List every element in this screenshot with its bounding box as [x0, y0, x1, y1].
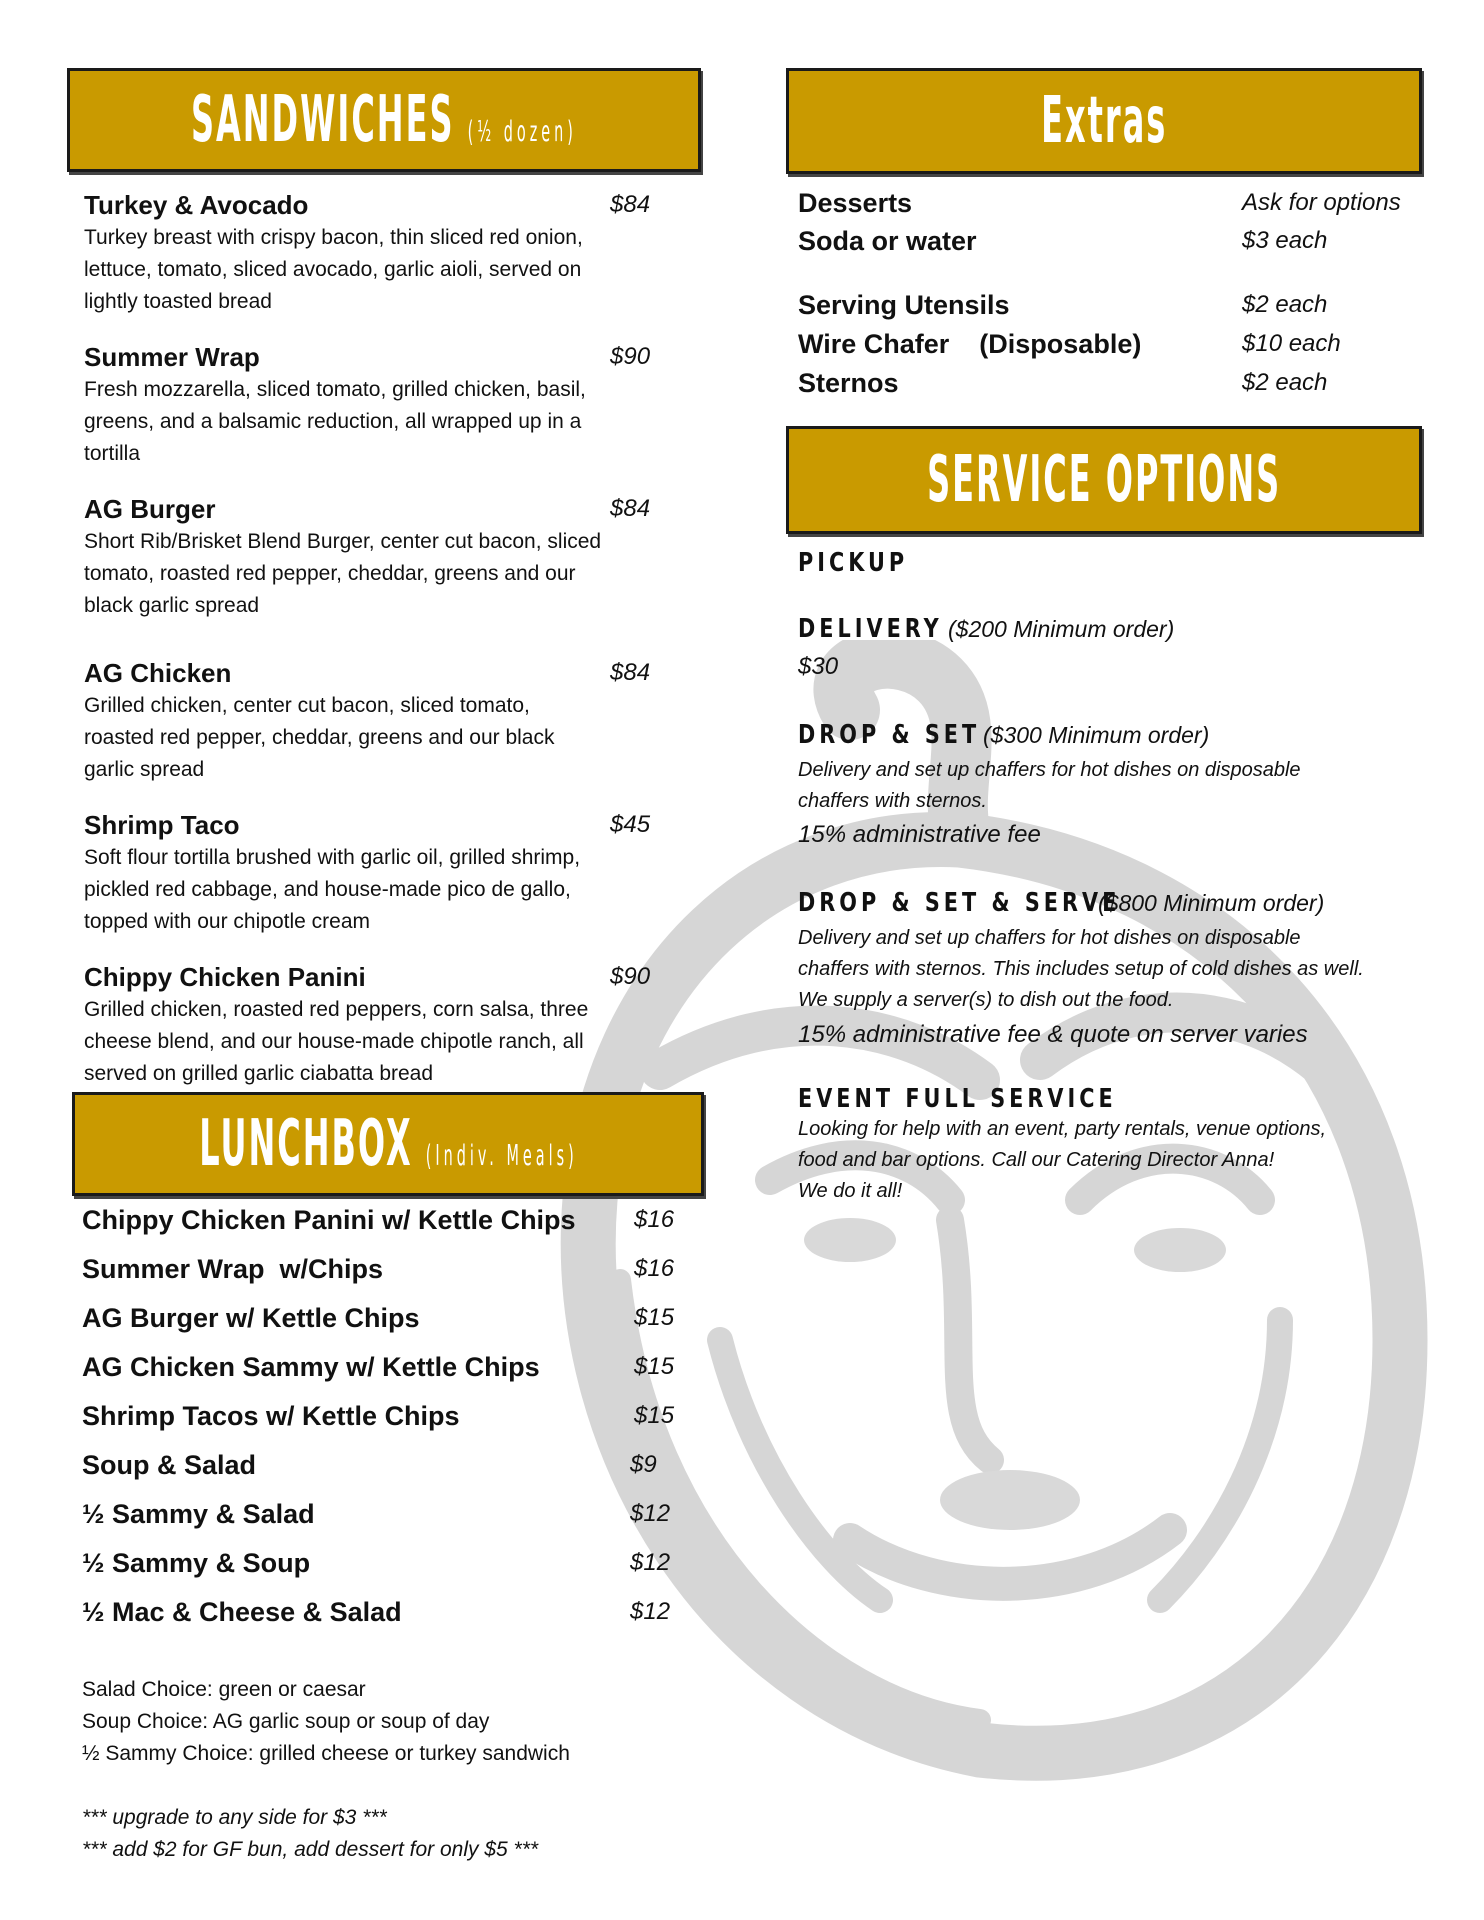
lunchbox-list [82, 1200, 702, 1640]
event-desc: We do it all! [798, 1180, 903, 1202]
pickup-title: PICKUP [798, 548, 909, 578]
lunchbox-price: $15 [634, 1304, 675, 1331]
sandwiches-title [191, 83, 577, 157]
lunchbox-name: ½ Sammy & Salad [82, 1499, 315, 1529]
sandwich-item [84, 960, 651, 1090]
extras-banner [786, 68, 1422, 174]
extras-price: $2 each [1242, 369, 1328, 396]
drop-set-fee: 15% administrative fee [798, 821, 1041, 848]
sandwich-price: $45 [610, 811, 651, 838]
salad-choice-note: Salad Choice: green or caesar [82, 1678, 366, 1701]
sandwich-item [84, 188, 651, 318]
event-desc: food and bar options. Call our Catering Director Anna! [798, 1149, 1275, 1171]
extras-name: Serving Utensils [798, 290, 1010, 320]
drop-set-serve-desc: Delivery and set up chaffers for hot dishes on disposable [798, 927, 1301, 949]
sandwich-price: $84 [610, 495, 651, 522]
extras-name: Sternos [798, 368, 899, 398]
upgrade-note: *** upgrade to any side for $3 *** [82, 1806, 387, 1829]
lunchbox-name: AG Chicken Sammy w/ Kettle Chips [82, 1352, 540, 1382]
sandwich-name: AG Chicken [84, 658, 232, 688]
lunchbox-name: ½ Sammy & Soup [82, 1548, 311, 1578]
service-options-title: SERVICE OPTIONS [926, 443, 1282, 517]
drop-set-desc: Delivery and set up chaffers for hot dishes on disposable [798, 759, 1301, 781]
sandwich-name: Chippy Chicken Panini [84, 962, 366, 992]
extras-item [798, 222, 1418, 260]
sandwich-desc: Grilled chicken, roasted red peppers, corn salsa, three cheese blend, and our house-made chipotle ranch, all served on grilled garlic ciabatta bread [84, 998, 589, 1085]
extras-price: Ask for options [1242, 189, 1401, 216]
lunchbox-name: Shrimp Tacos w/ Kettle Chips [82, 1401, 460, 1431]
drop-set-serve-option [798, 888, 1325, 918]
extras-price: $3 each [1242, 227, 1328, 254]
lunchbox-item [82, 1592, 682, 1632]
lunchbox-title-text: LUNCHBOX [198, 1107, 413, 1181]
lunchbox-item [82, 1249, 682, 1289]
extras-item [798, 286, 1418, 324]
drop-set-title: DROP & SET [798, 720, 981, 750]
lunchbox-item [82, 1445, 682, 1485]
extras-price: $2 each [1242, 291, 1328, 318]
event-full-service-title: EVENT FULL SERVICE [798, 1084, 1117, 1114]
extras-item [798, 184, 1418, 222]
sandwich-name: Summer Wrap [84, 342, 260, 372]
drop-set-option [798, 720, 1210, 750]
delivery-title: DELIVERY [798, 614, 943, 644]
lunchbox-title [199, 1107, 577, 1181]
sandwich-desc: Soft flour tortilla brushed with garlic oil, grilled shrimp, pickled red cabbage, and house-made pico de gallo, topped with our chipotle cream [84, 846, 581, 933]
extras-name: Wire Chafer (Disposable) [798, 329, 1142, 359]
event-desc: Looking for help with an event, party rentals, venue options, [798, 1118, 1327, 1140]
sandwich-price: $84 [610, 191, 651, 218]
sandwich-item [84, 340, 651, 470]
sandwich-price: $90 [610, 963, 651, 990]
lunchbox-price: $12 [630, 1500, 671, 1527]
drop-set-serve-title: DROP & SET & SERVE [798, 888, 1121, 918]
sandwich-item [84, 808, 651, 938]
lunchbox-item [82, 1543, 682, 1583]
extras-price: $10 each [1242, 330, 1341, 357]
drop-set-serve-desc: chaffers with sternos. This includes setup of cold dishes as well. [798, 958, 1364, 980]
lunchbox-name: Summer Wrap w/Chips [82, 1254, 384, 1284]
drop-set-serve-fee: 15% administrative fee & quote on server varies [798, 1021, 1308, 1048]
soup-choice-note: Soup Choice: AG garlic soup or soup of day [82, 1710, 490, 1733]
sandwich-desc: Fresh mozzarella, sliced tomato, grilled chicken, basil, greens, and a balsamic reduction, all wrapped up in a tortilla [84, 378, 586, 465]
extras-list [798, 184, 1418, 404]
lunchbox-price: $15 [634, 1402, 675, 1429]
extras-name: Soda or water [798, 226, 977, 256]
lunchbox-price: $12 [630, 1549, 671, 1576]
sandwich-desc: Short Rib/Brisket Blend Burger, center cut bacon, sliced tomato, roasted red pepper, cheddar, greens and our black garlic spread [84, 530, 602, 617]
sandwiches-banner [67, 68, 701, 172]
sandwich-name: Shrimp Taco [84, 810, 240, 840]
delivery-fee: $30 [798, 653, 839, 680]
sandwich-price: $84 [610, 659, 651, 686]
lunchbox-subtitle: (Indiv. Meals) [425, 1138, 578, 1172]
drop-set-minimum: ($300 Minimum order) [983, 722, 1210, 748]
lunchbox-price: $9 [630, 1451, 657, 1478]
sandwich-name: Turkey & Avocado [84, 190, 309, 220]
extras-item [798, 364, 1418, 402]
drop-set-serve-minimum: ($800 Minimum order) [1098, 890, 1325, 916]
sandwiches-title-text: SANDWICHES [191, 83, 455, 157]
sandwich-desc: Grilled chicken, center cut bacon, sliced tomato, roasted red pepper, cheddar, greens and our black garlic spread [84, 694, 555, 781]
sandwich-item [84, 492, 651, 622]
drop-set-desc: chaffers with sternos. [798, 790, 987, 812]
sandwich-item [84, 656, 651, 786]
lunchbox-price: $15 [634, 1353, 675, 1380]
sandwich-desc: Turkey breast with crispy bacon, thin sliced red onion, lettuce, tomato, sliced avocado, garlic aioli, served on lightly toasted bread [84, 226, 583, 313]
sandwiches-subtitle: (½ dozen) [467, 114, 577, 148]
delivery-minimum: ($200 Minimum order) [948, 616, 1175, 642]
lunchbox-item [82, 1298, 682, 1338]
sandwiches-list [84, 188, 684, 1088]
lunchbox-price: $12 [630, 1598, 671, 1625]
lunchbox-price: $16 [634, 1206, 675, 1233]
lunchbox-item [82, 1200, 682, 1240]
sammy-choice-note: ½ Sammy Choice: grilled cheese or turkey sandwich [82, 1742, 570, 1765]
lunchbox-item [82, 1396, 682, 1436]
lunchbox-name: Soup & Salad [82, 1450, 257, 1480]
lunchbox-item [82, 1347, 682, 1387]
pickup-option [798, 548, 936, 578]
extras-item [798, 325, 1418, 363]
sandwich-name: AG Burger [84, 494, 216, 524]
lunchbox-name: ½ Mac & Cheese & Salad [82, 1597, 402, 1627]
event-full-service-option [798, 1084, 1196, 1114]
lunchbox-name: Chippy Chicken Panini w/ Kettle Chips [82, 1205, 576, 1235]
lunchbox-name: AG Burger w/ Kettle Chips [82, 1303, 420, 1333]
lunchbox-item [82, 1494, 682, 1534]
extras-name: Desserts [798, 188, 913, 218]
lunchbox-banner [72, 1092, 704, 1196]
drop-set-serve-desc: We supply a server(s) to dish out the food. [798, 989, 1174, 1011]
sandwich-price: $90 [610, 343, 651, 370]
service-options-banner [786, 426, 1422, 534]
gf-bun-note: *** add $2 for GF bun, add dessert for only $5 *** [82, 1838, 539, 1861]
delivery-option [798, 614, 1175, 644]
lunchbox-price: $16 [634, 1255, 675, 1282]
extras-title: Extras [1040, 84, 1168, 158]
